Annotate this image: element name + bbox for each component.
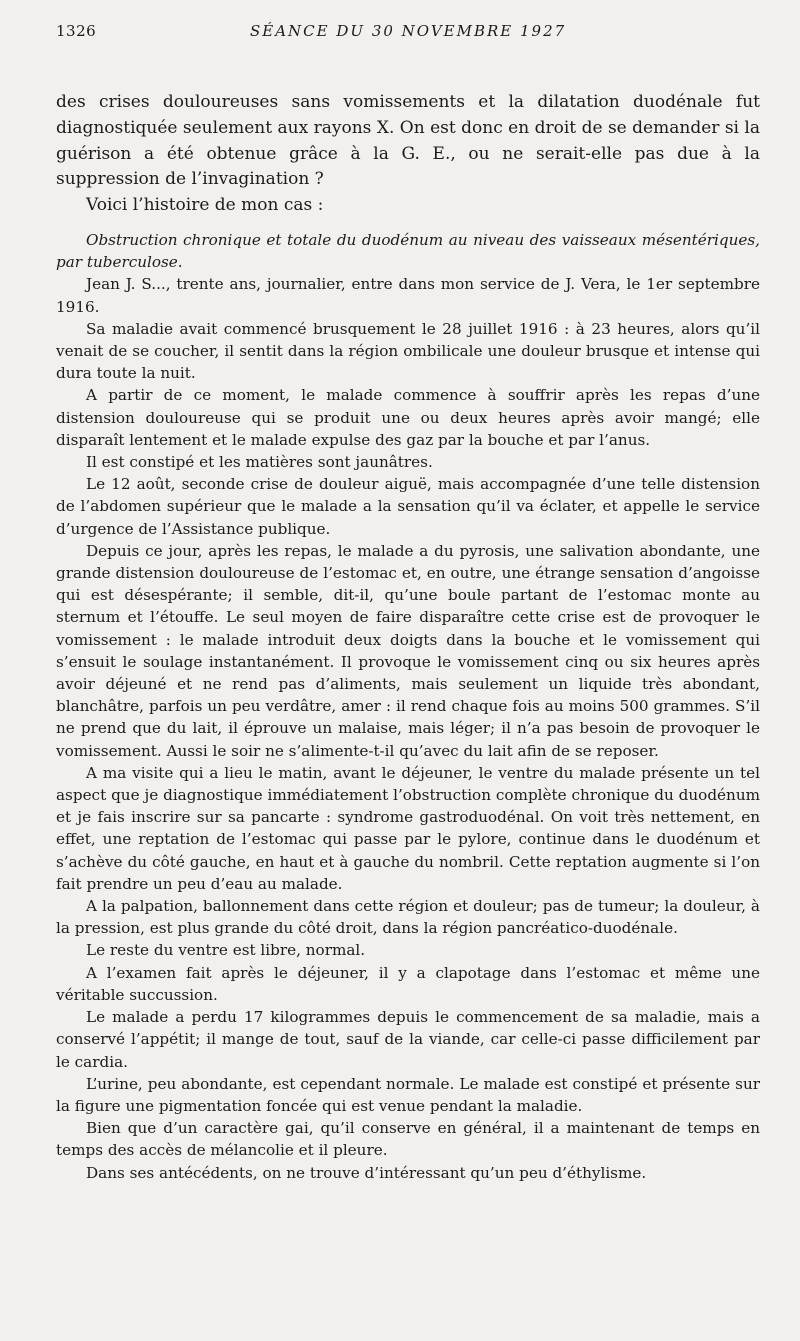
paragraph: Le malade a perdu 17 kilogrammes depuis le commencement de sa maladie, mais a conservé l’appétit; il mange de tout, sauf de la viande, car celle-ci passe difficilement par le cardia.	[56, 1008, 760, 1071]
paragraph: Dans ses antécédents, on ne trouve d’intéressant qu’un peu d’éthylisme.	[86, 1163, 647, 1182]
paragraph: Jean J. S..., trente ans, journalier, entre dans mon service de J. Vera, le 1er septembre 1916.	[56, 275, 760, 316]
paragraph: A la palpation, ballonnement dans cette région et douleur; pas de tumeur; la douleur, à la pression, est plus grande du côté droit, dans la région pancréatico-duodénale.	[56, 897, 760, 938]
paragraph: Bien que d’un caractère gai, qu’il conserve en général, il a maintenant de temps en temps des accès de mélancolie et il pleure.	[56, 1119, 760, 1160]
paragraph: Le reste du ventre est libre, normal.	[86, 941, 366, 960]
paragraph: A partir de ce moment, le malade commence à souffrir après les repas d’une distension douloureuse qui se produit une ou deux heures après avoir mangé; elle disparaît lentement et le malade expulse des gaz par la bouche et par l’anus.	[56, 386, 760, 449]
case-report	[56, 229, 760, 1184]
page-header	[56, 22, 760, 56]
intro-paragraph: des crises douloureuses sans vomissements et la dilatation duodénale fut diagnostiquée seulement aux rayons X. On est donc en droit de se demander si la guérison a été obtenue grâce à la G. E., ou ne serait-elle pas due à la suppression de l’invagination ?	[56, 92, 760, 190]
running-head: SÉANCE DU 30 NOVEMBRE 1927	[250, 22, 567, 40]
paragraph: Depuis ce jour, après les repas, le malade a du pyrosis, une salivation abondante, une grande distension douloureuse de l’estomac et, en outre, une étrange sensation d’angoisse qui est désespérante; il semble, dit-il, qu’une boule partant de l’estomac monte au sternum et l’étouffe. Le seul moyen de faire disparaître cette crise est de provoquer le vomissement : le malade introduit deux doigts dans la bouche et le vomissement qui s’ensuit le soulage instantanément. Il provoque le vomissement cinq ou six heures après avoir déjeuné et ne rend pas d’aliments, mais seulement un liquide très abondant, blanchâtre, parfois un peu verdâtre, amer : il rend chaque fois au moins 500 grammes. S’il ne prend que du lait, il éprouve un malaise, mais léger; il n’a pas besoin de provoquer le vomissement. Aussi le soir ne s’alimente-t-il qu’avec du lait afin de se reposer.	[56, 541, 760, 760]
paragraph: Il est constipé et les matières sont jaunâtres.	[86, 453, 433, 472]
case-title: Obstruction chronique et totale du duodénum au niveau des vaisseaux mésentériques, par tuberculose.	[56, 230, 760, 272]
paragraph: Sa maladie avait commencé brusquement le 28 juillet 1916 : à 23 heures, alors qu’il venait de se coucher, il sentit dans la région ombilicale une douleur brusque et intense qui dura toute la nuit.	[56, 319, 760, 383]
page-number: 1326	[56, 22, 97, 40]
intro-paragraph: Voici l’histoire de mon cas :	[86, 195, 324, 216]
paragraph: A ma visite qui a lieu le matin, avant le déjeuner, le ventre du malade présente un tel aspect que je diagnostique immédiatement l’obstruction complète chronique du duodénum et je fais inscrire sur sa pancarte : syndrome gastroduodénal. On voit très nettement, en effet, une reptation de l’estomac qui passe par le pylore, continue dans le duodénum et s’achève du côté gauche, en haut et à gauche du nombril. Cette reptation augmente si l’on fait prendre un peu d’eau au malade.	[56, 763, 760, 893]
paragraph: A l’examen fait après le déjeuner, il y a clapotage dans l’estomac et même une véritable succussion.	[56, 963, 760, 1004]
paragraph: L’urine, peu abondante, est cependant normale. Le malade est constipé et présente sur la figure une pigmentation foncée qui est venue pendant la maladie.	[56, 1074, 760, 1115]
intro-text	[56, 90, 760, 219]
paragraph: Le 12 août, seconde crise de douleur aiguë, mais accompagnée d’une telle distension de l’abdomen supérieur que le malade a la sensation qu’il va éclater, et appelle le service d’urgence de l’Assistance publique.	[56, 475, 760, 538]
